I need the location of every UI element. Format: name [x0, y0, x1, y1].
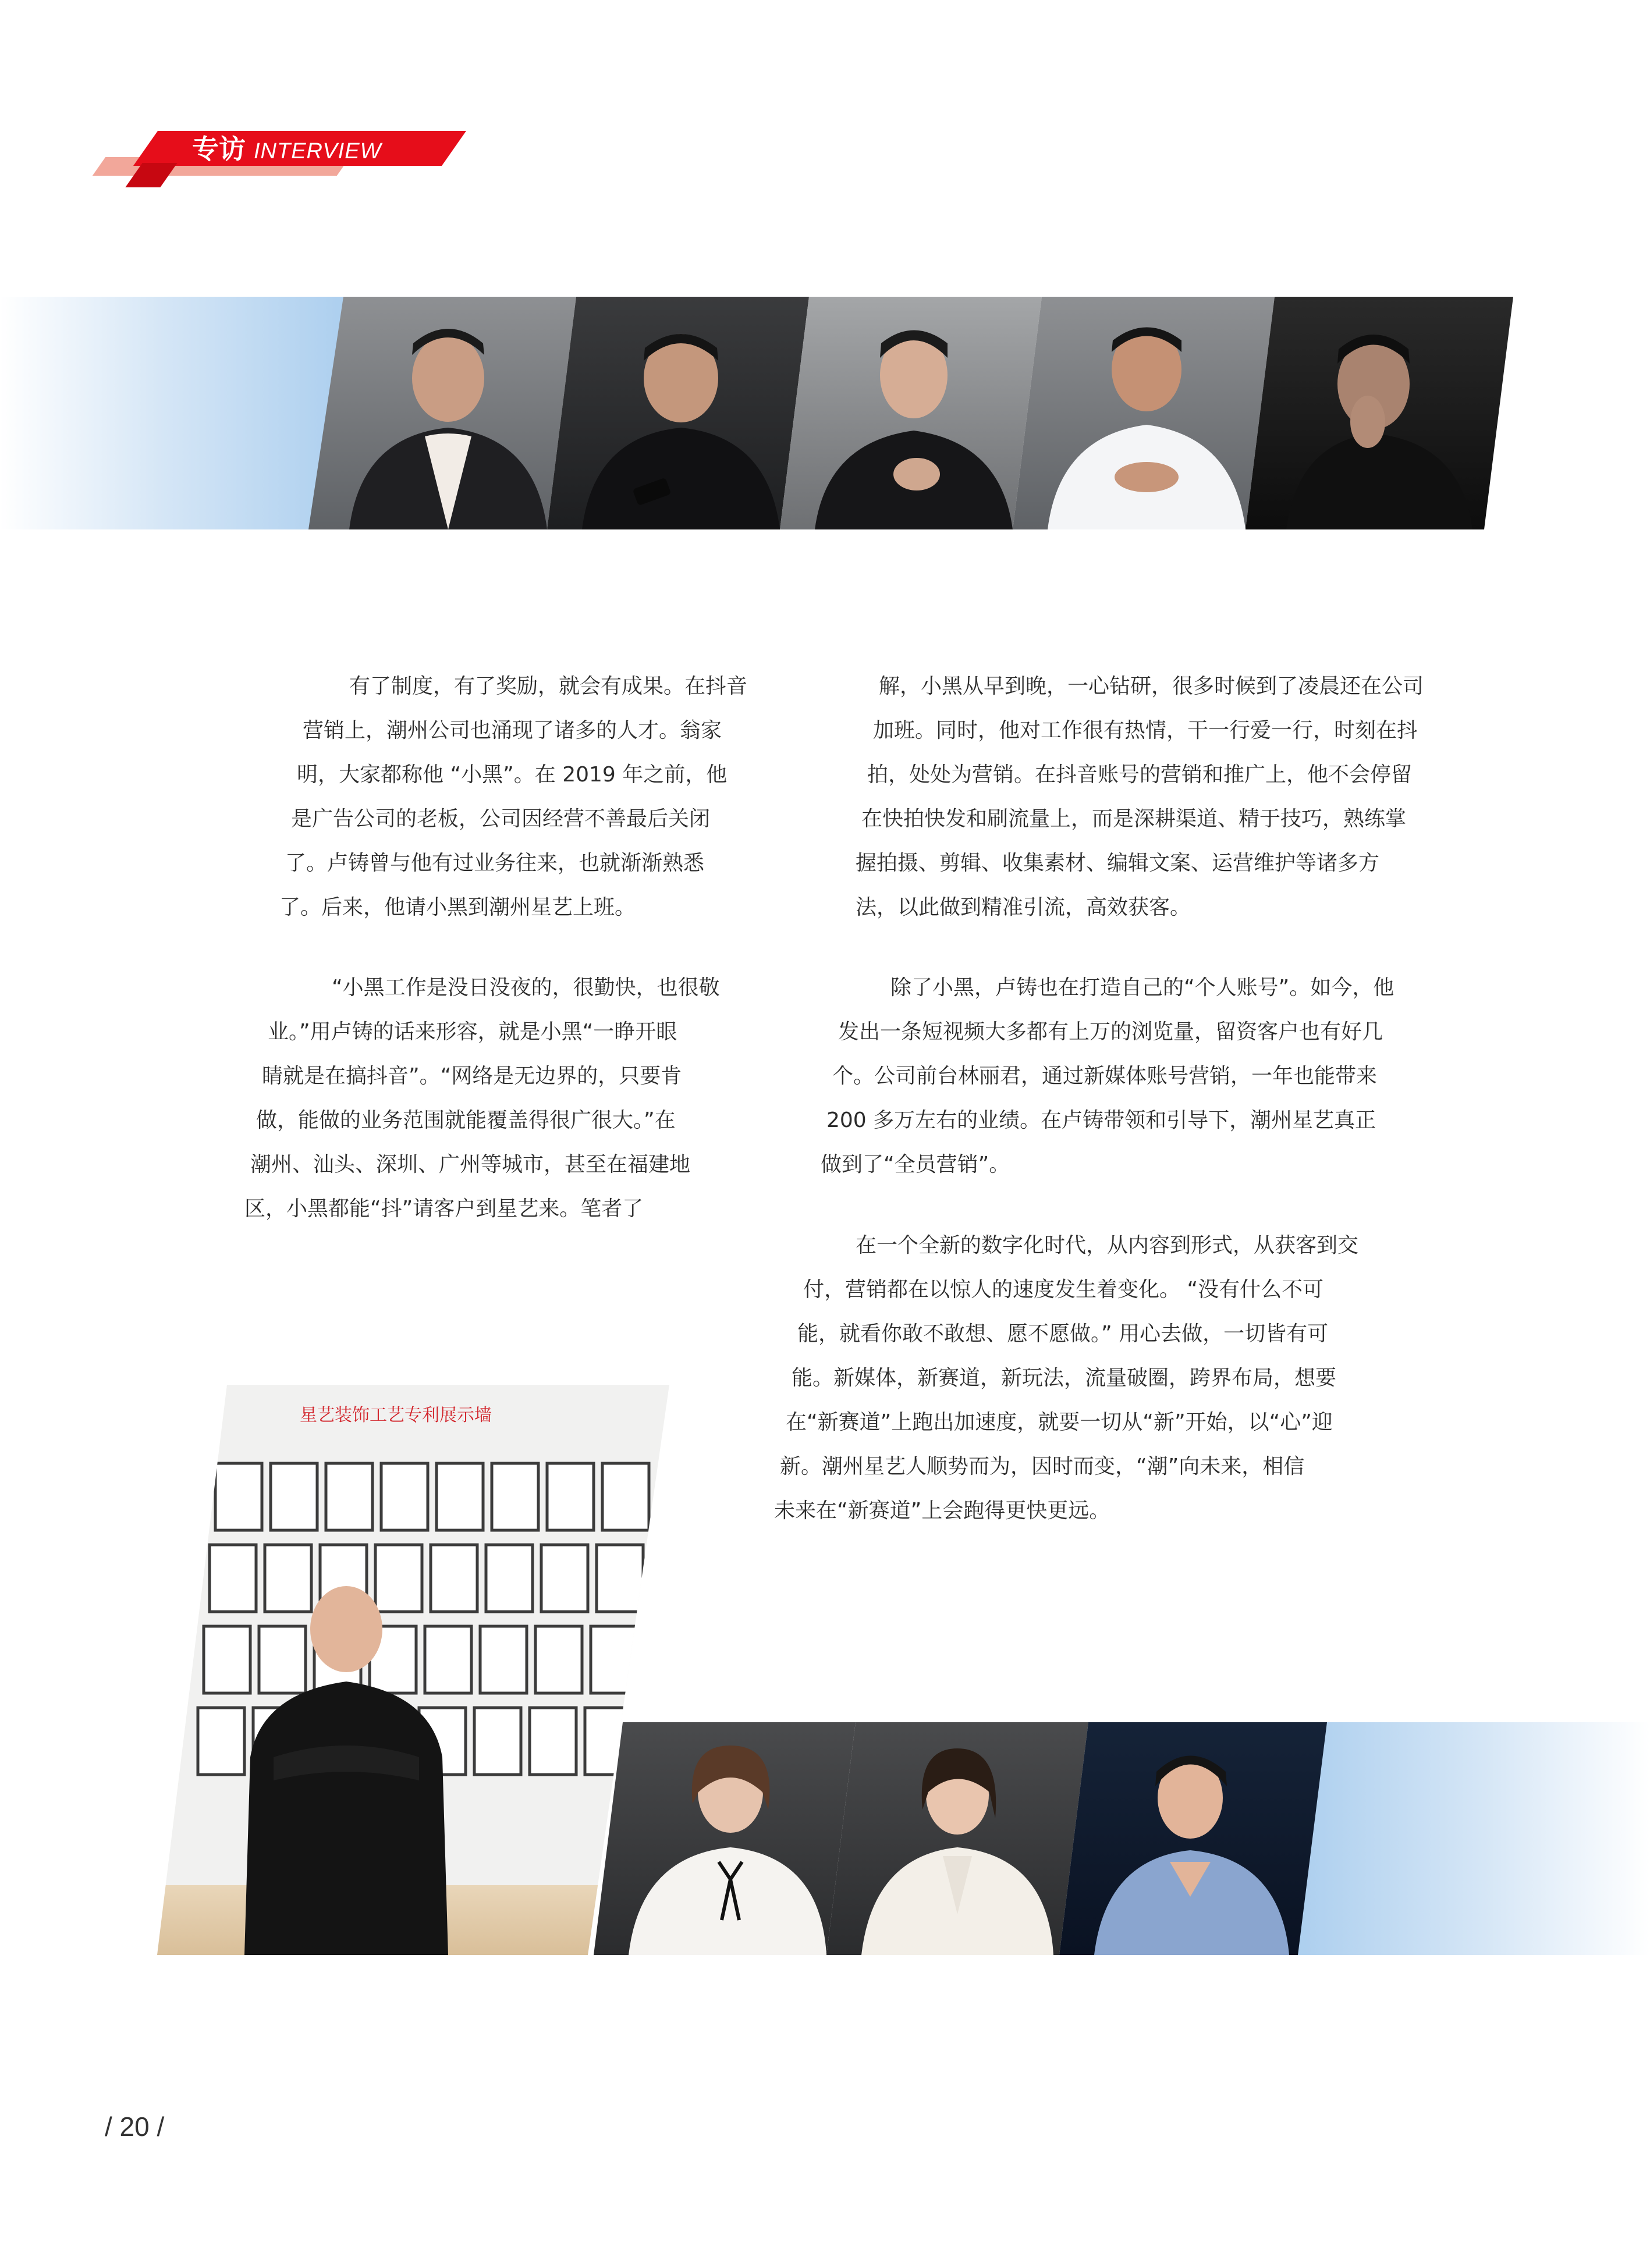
section-label-en: INTERVIEW: [254, 139, 382, 163]
text-line: 业。”用卢铸的话来形容，就是小黑“一睁开眼: [268, 1020, 677, 1044]
wall-sign-text: 星艺装饰工艺专利展示墙: [300, 1405, 492, 1426]
top-photo-strip: [308, 297, 1513, 529]
right-paragraph-3: [768, 1224, 1358, 1533]
text-line: “小黑工作是没日没夜的，很勤快，也很敬: [332, 976, 720, 1000]
text-line: 了。卢铸曾与他有过业务往来，也就渐渐熟悉: [285, 851, 705, 875]
right-paragraph-2: [815, 966, 1394, 1187]
patent-wall-photo: [157, 1385, 669, 1955]
text-line: 能。新媒体，新赛道，新玩法，流量破圈，跨界布局，想要: [792, 1366, 1337, 1390]
portrait-5: [1246, 297, 1513, 529]
portrait-4: [1013, 297, 1275, 529]
text-line: 拍，处处为营销。在抖音账号的营销和推广上，他不会停留: [867, 763, 1413, 787]
text-line: 除了小黑，卢铸也在打造自己的“个人账号”。如今，他: [890, 976, 1394, 1000]
portrait-1: [308, 297, 576, 529]
text-line: 明，大家都称他 “小黑”。在 2019 年之前，他: [297, 763, 728, 787]
text-line: 个。公司前台林丽君，通过新媒体账号营销，一年也能带来: [832, 1064, 1378, 1088]
text-line: 潮州、汕头、深圳、广州等城市，甚至在福建地: [250, 1153, 691, 1176]
section-label-cn: 专访: [192, 133, 246, 165]
text-line: 解，小黑从早到晚，一心钻研，很多时候到了凌晨还在公司: [879, 674, 1424, 698]
section-label: [192, 133, 381, 165]
text-line: 发出一条短视频大多都有上万的浏览量，留资客户也有好几: [838, 1020, 1383, 1044]
left-paragraph-2: [244, 966, 720, 1231]
text-line: 新。潮州星艺人顺势而为，因时而变，“潮”向未来，相信: [780, 1455, 1305, 1478]
portrait-3: [780, 297, 1042, 529]
portrait-7: [826, 1722, 1088, 1955]
text-line: 法，以此做到精准引流，高效获客。: [856, 895, 1191, 919]
text-line: 是广告公司的老板，公司因经营不善最后关闭: [291, 807, 711, 831]
portrait-8: [1059, 1722, 1327, 1955]
text-line: 握拍摄、剪辑、收集素材、编辑文案、运营维护等诸多方: [856, 851, 1380, 875]
text-line: 加班。同时，他对工作很有热情，干一行爱一行，时刻在抖: [873, 719, 1418, 742]
photo-strip-fade: [1280, 1722, 1650, 1955]
text-line: 做，能做的业务范围就能覆盖得很广很大。”在: [256, 1108, 676, 1132]
top-photo-strip-graphic: [308, 297, 1513, 529]
photo-strip-fade: [0, 297, 361, 529]
text-line: 区，小黑都能“抖”请客户到星艺来。笔者了: [244, 1197, 644, 1221]
left-paragraph-1: [250, 664, 747, 930]
text-line: 能，就看你敢不敢想、愿不愿做。” 用心去做，一切皆有可: [797, 1322, 1329, 1346]
text-line: 200 多万左右的业绩。在卢铸带领和引导下，潮州星艺真正: [826, 1108, 1376, 1132]
text-line: 做到了“全员营销”。: [821, 1153, 1010, 1176]
portrait-6: [594, 1722, 856, 1955]
text-line: 了。后来，他请小黑到潮州星艺上班。: [279, 895, 636, 919]
text-line: 有了制度，有了奖励，就会有成果。在抖音: [349, 674, 748, 698]
text-line: 付，营销都在以惊人的速度发生着变化。 “没有什么不可: [803, 1278, 1324, 1302]
text-line: 未来在“新赛道”上会跑得更快更远。: [774, 1499, 1110, 1523]
text-line: 营销上，潮州公司也涌现了诸多的人才。翁家: [303, 719, 722, 742]
text-line: 在一个全新的数字化时代，从内容到形式，从获客到交: [856, 1233, 1359, 1257]
bottom-photo-strip-graphic: [594, 1722, 1327, 1955]
bottom-photo-strip: [594, 1722, 1327, 1955]
page-number: / 20 /: [105, 2111, 165, 2142]
text-line: 在快拍快发和刷流量上，而是深耕渠道、精于技巧，熟练掌: [861, 807, 1407, 831]
text-line: 睛就是在搞抖音”。“网络是无边界的，只要肯: [262, 1064, 682, 1088]
text-line: 在“新赛道”上跑出加速度，就要一切从“新”开始，以“心”迎: [786, 1410, 1333, 1434]
right-paragraph-1: [856, 664, 1424, 930]
patent-wall-graphic: [157, 1385, 669, 1955]
portrait-2: [547, 297, 809, 529]
